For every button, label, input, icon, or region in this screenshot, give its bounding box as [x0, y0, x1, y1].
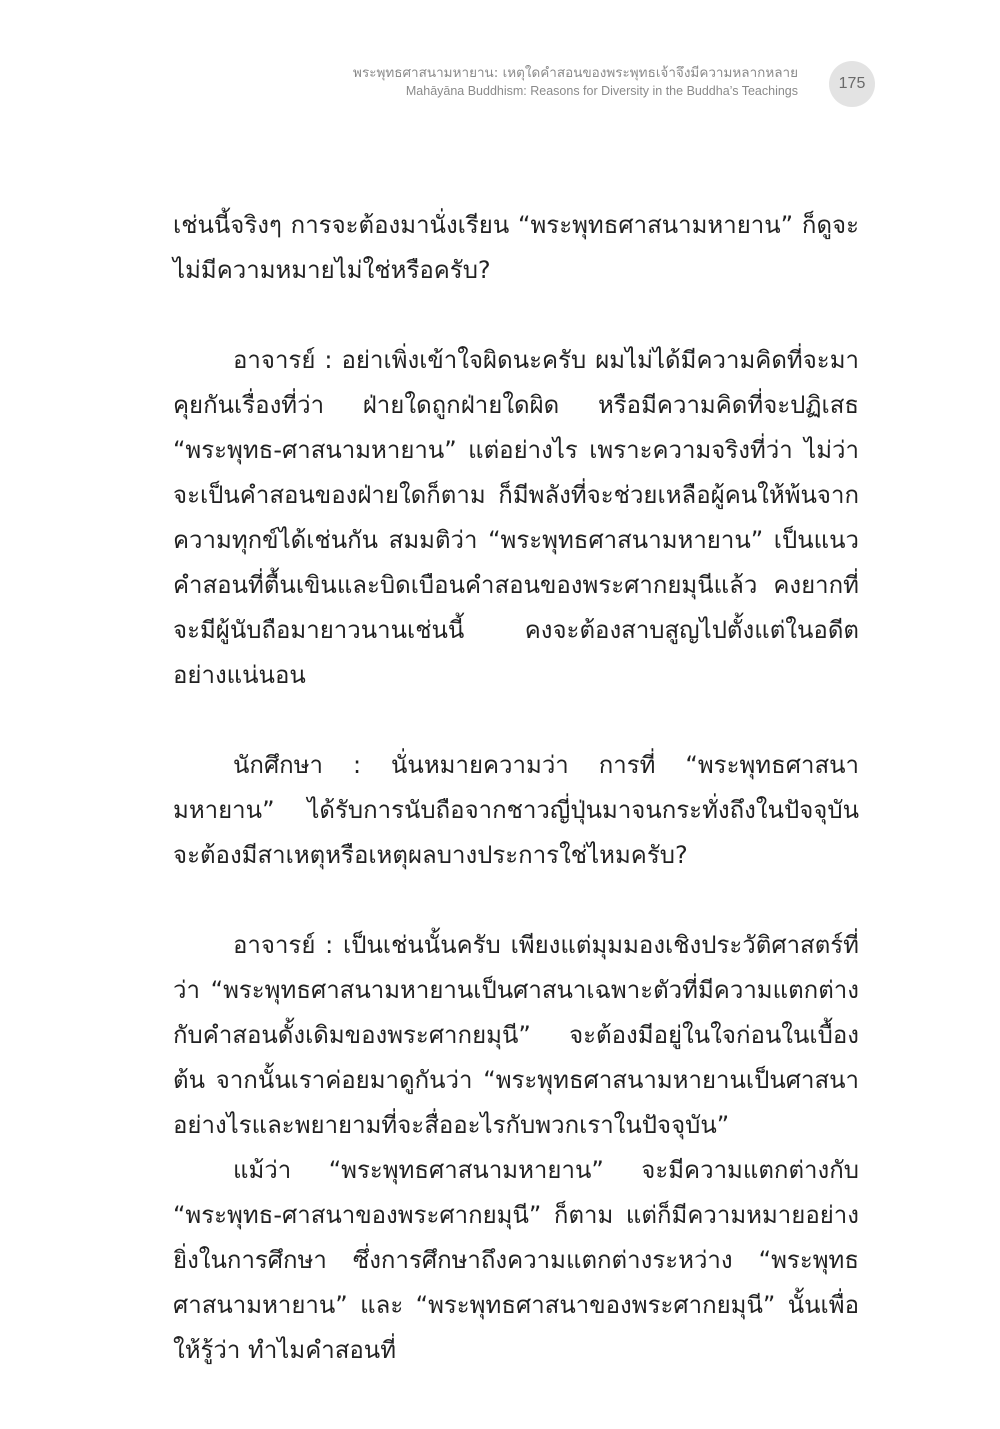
paragraph-gap: [173, 293, 859, 338]
paragraph-teacher-answer: อาจารย์ : เป็นเช่นนั้นครับ เพียงแต่มุมมองเชิงประวัติศาสตร์ที่ว่า “พระพุทธศาสนามหายานเป็นศาสนาเฉพาะตัวที่มีความแตกต่างกับคำสอนดั้งเดิมของพระศากยมุนี” จะต้องมีอยู่ในใจก่อนในเบื้องต้น จากนั้นเราค่อยมาดูกันว่า “พระพุทธศาสนามหายานเป็นศาสนาอย่างไรและพยายามที่จะสื่ออะไรกับพวกเราในปัจจุบัน”: [173, 931, 859, 1139]
paragraph-explanation: แม้ว่า “พระพุทธศาสนามหายาน” จะมีความแตกต่างกับ “พระพุทธ-ศาสนาของพระศากยมุนี” ก็ตาม แต่ก็มีความหมายอย่างยิ่งในการศึกษา ซึ่งการศึกษาถึงความแตกต่างระหว่าง “พระพุทธศาสนามหายาน” และ “พระพุทธศาสนาของพระศากยมุนี” นั้นเพื่อให้รู้ว่า ทำไมคำสอนที่: [173, 1156, 859, 1364]
paragraph-student-question: นักศึกษา : นั่นหมายความว่า การที่ “พระพุทธศาสนามหายาน” ได้รับการนับถือจากชาวญี่ปุ่นมาจนกระทั่งถึงในปัจจุบัน จะต้องมีสาเหตุหรือเหตุผลบางประการใช่ไหมครับ?: [173, 751, 859, 869]
paragraph-gap: [173, 878, 859, 923]
page-number-badge: 175: [829, 61, 875, 107]
paragraph-teacher-reply: อาจารย์ : อย่าเพิ่งเข้าใจผิดนะครับ ผมไม่ได้มีความคิดที่จะมาคุยกันเรื่องที่ว่า ฝ่ายใดถูกฝ่ายใดผิด หรือมีความคิดที่จะปฏิเสธ “พระพุทธ-ศาสนามหายาน” แต่อย่างไร เพราะความจริงที่ว่า ไม่ว่าจะเป็นคำสอนของฝ่ายใดก็ตาม ก็มีพลังที่จะช่วยเหลือผู้คนให้พ้นจากความทุกข์ได้เช่นกัน สมมติว่า “พระพุทธศาสนามหายาน” เป็นแนวคำสอนที่ตื้นเขินและบิดเบือนคำสอนของพระศากยมุนีแล้ว คงยากที่จะมีผู้นับถือมายาวนานเช่นนี้ คงจะต้องสาบสูญไปตั้งแต่ในอดีตอย่างแน่นอน: [173, 346, 859, 689]
paragraph-gap: [173, 698, 859, 743]
header-title-thai: พระพุทธศาสนามหายาน: เหตุใดคำสอนของพระพุทธเจ้าจึงมีความหลากหลาย: [353, 65, 798, 81]
running-header: [238, 64, 798, 100]
paragraph-continuation: เช่นนี้จริงๆ การจะต้องมานั่งเรียน “พระพุทธศาสนามหายาน” ก็ดูจะไม่มีความหมายไม่ใช่หรือครับ?: [173, 211, 859, 284]
header-title-english: Mahāyāna Buddhism: Reasons for Diversity in the Buddha’s Teachings: [405, 84, 798, 98]
body-text: [173, 203, 859, 1373]
